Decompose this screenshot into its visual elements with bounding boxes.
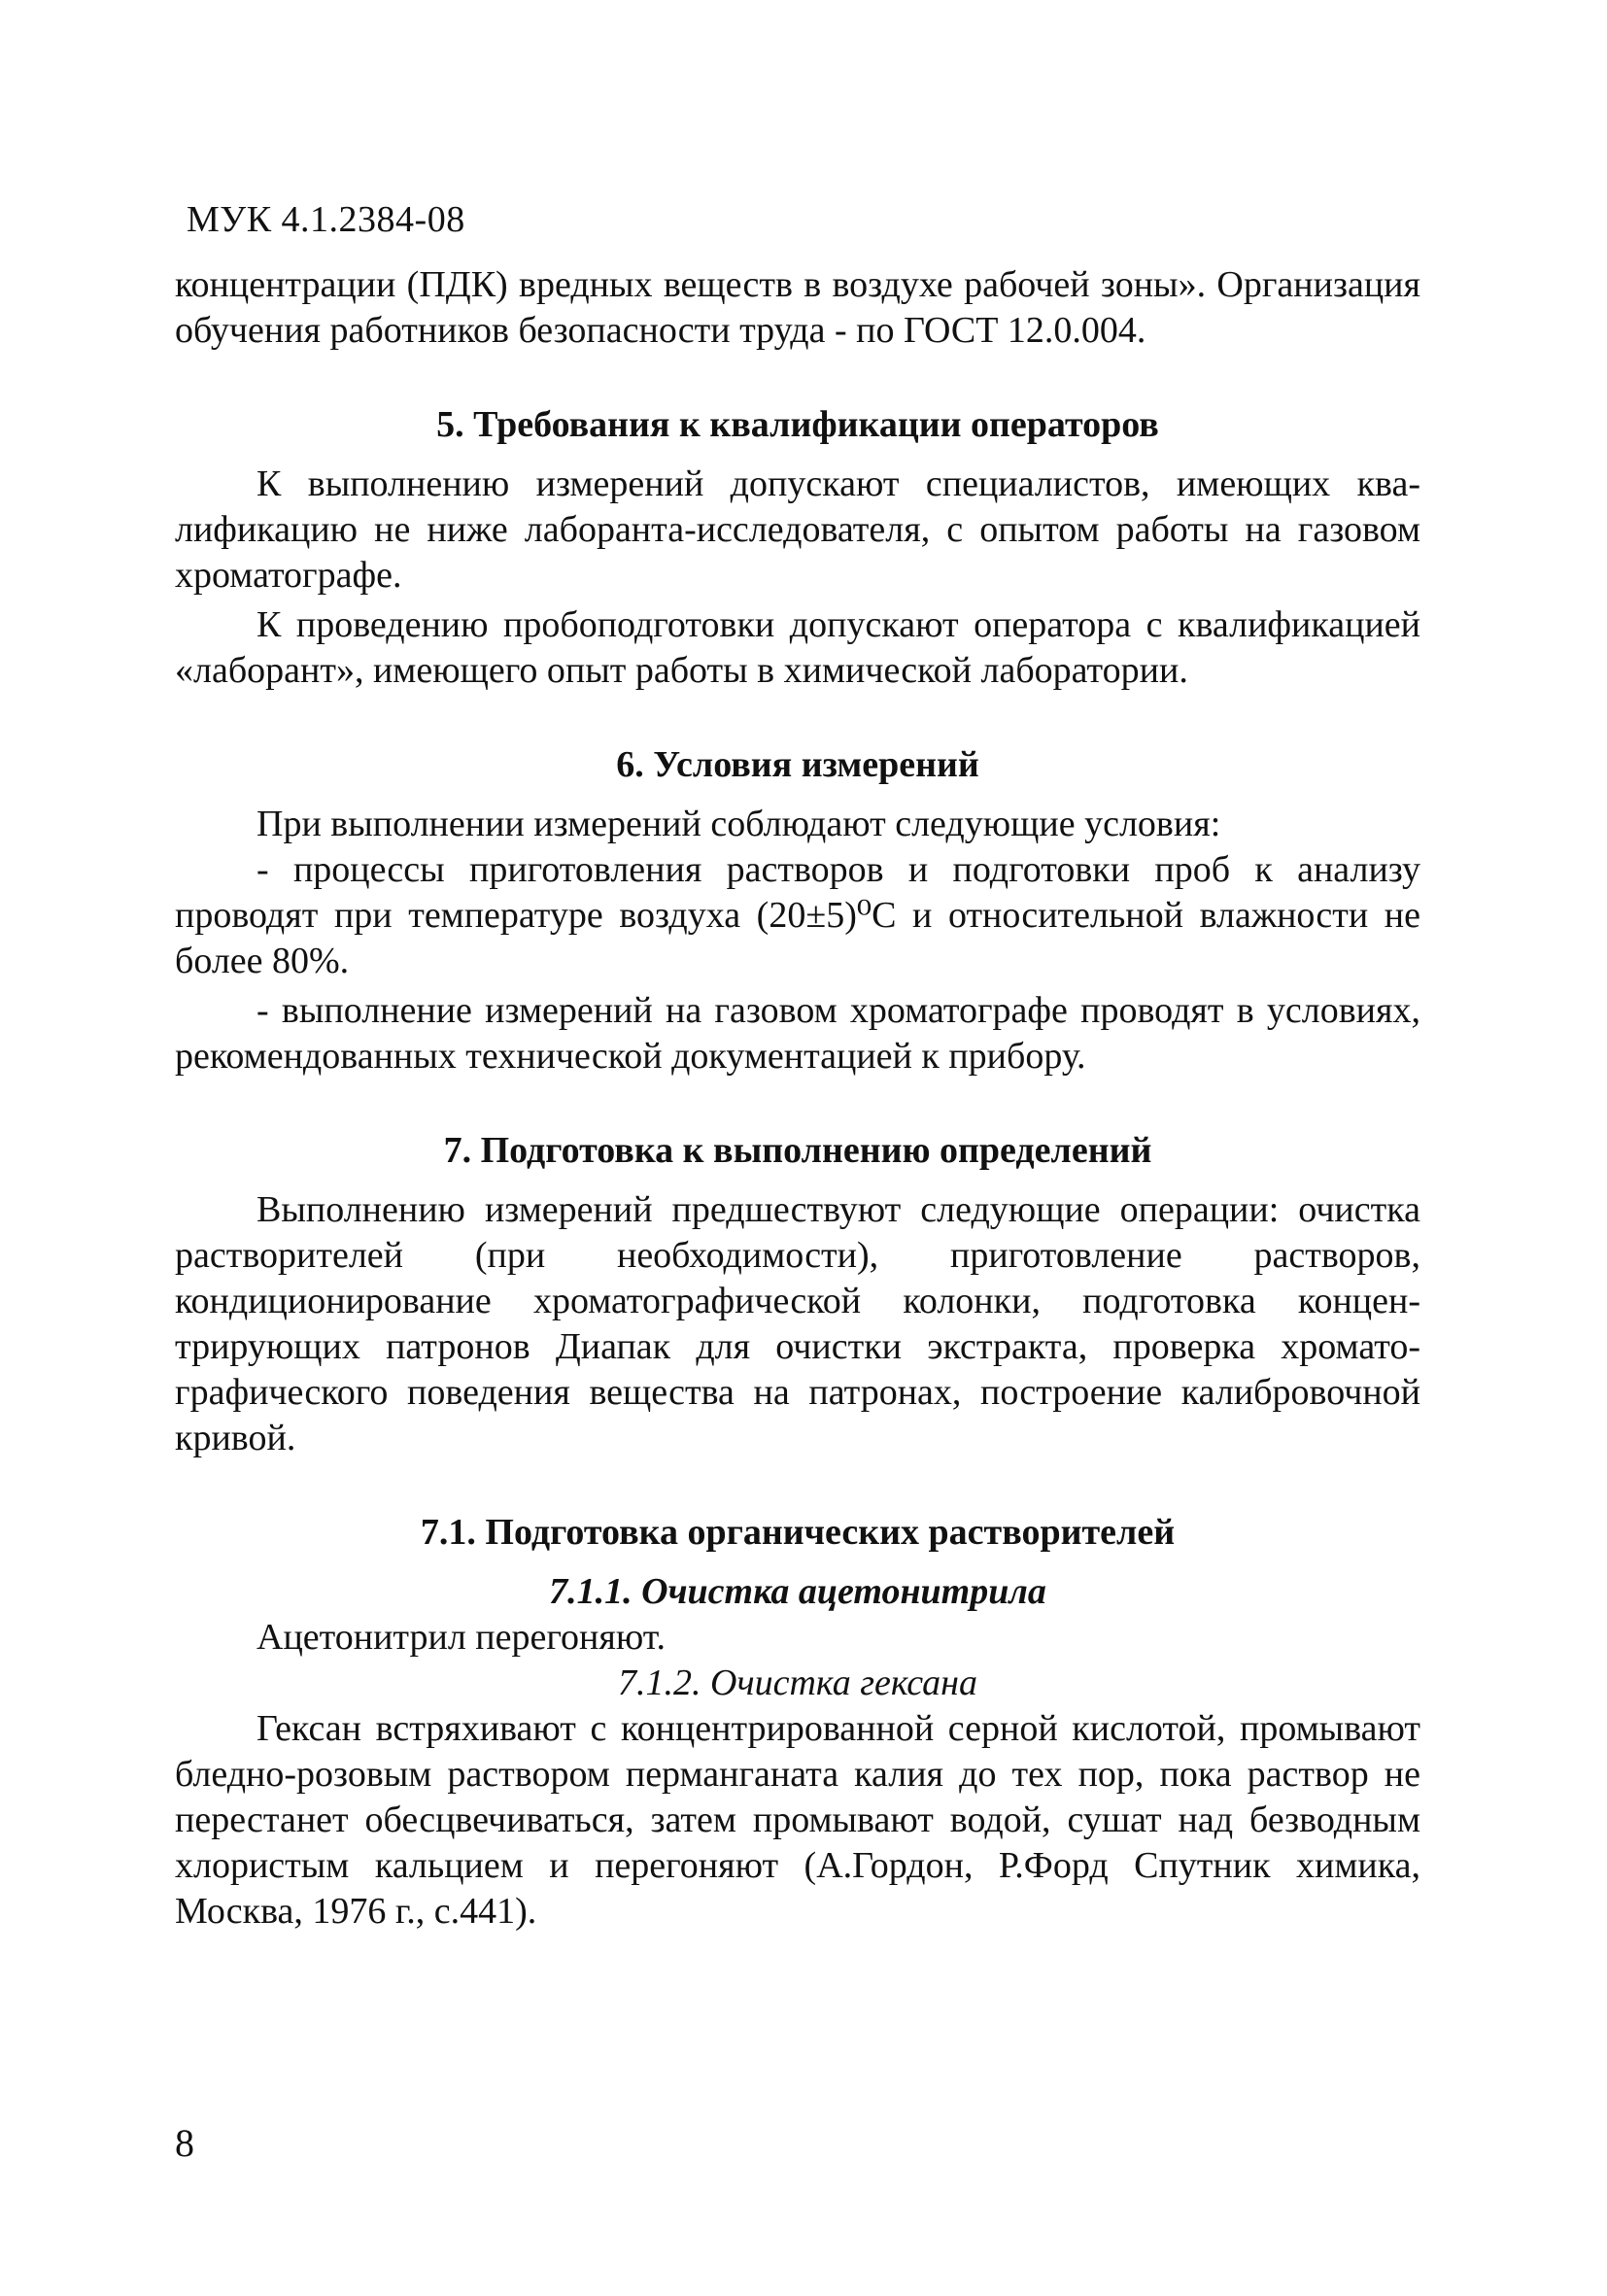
section-7-1-2-text: Гексан встряхивают с концентрированной серной кислотой, промывают бледно-розовым раствором перманганата калия до тех пор, пока раствор не перестанет обесцвечиваться, затем промывают водой, сушат над безводным хлористым кальцием и перегоняют (А.Гордон, Р.Форд Спутник химика, Москва, 1976 г., с.441). <box>175 1708 1420 1932</box>
section-5-paragraph-2: К проведению пробоподготовки допускают оператора с квалификацией «лаборант», имеющего опыт работы в химической лаборатории. <box>175 604 1420 691</box>
section-5-paragraph-1: К выполнению измерений допускают специалистов, имеющих квалификацию не ниже лаборанта-исследователя, с опытом работы на газовом хроматографе. <box>175 463 1420 596</box>
section-7-title: 7. Подготовка к выполнению определений <box>443 1130 1152 1171</box>
page-number: 8 <box>175 2121 194 2165</box>
intro-paragraph: концентрации (ПДК) вредных веществ в воздухе рабочей зоны». Организация обучения работников безопасности труда - по ГОСТ 12.0.004. <box>175 264 1420 351</box>
section-7-1-title: 7.1. Подготовка органических растворителей <box>420 1512 1176 1553</box>
document-body <box>175 262 1420 1935</box>
section-7-1-2-title: 7.1.2. Очистка гексана <box>618 1662 977 1703</box>
section-7-paragraph: Выполнению измерений предшествуют следующие операции: очистка растворителей (при необходимости), приготовление растворов, кондиционирование хроматографической колонки, подготовка концентрирующих патронов Диапак для очистки экстракта, проверка хроматографического поведения вещества на патронах, построение калибровочной кривой. <box>175 1189 1420 1458</box>
section-7-1-1-text: Ацетонитрил перегоняют. <box>256 1617 666 1658</box>
section-5-title: 5. Требования к квалификации операторов <box>436 404 1159 445</box>
section-6-item-2: - выполнение измерений на газовом хроматографе проводят в условиях, рекомендованных технической документацией к прибору. <box>175 990 1420 1077</box>
section-7-1-1-title: 7.1.1. Очистка ацетонитрила <box>549 1571 1046 1612</box>
document-code: МУК 4.1.2384-08 <box>187 199 465 240</box>
section-6-intro: При выполнении измерений соблюдают следующие условия: <box>256 804 1221 844</box>
section-6-item-1: - процессы приготовления растворов и подготовки проб к анализу проводят при температуре воздуха (20±5)⁰С и относительной влажности не более 80%. <box>175 849 1420 981</box>
section-6-title: 6. Условия измерений <box>616 744 979 785</box>
